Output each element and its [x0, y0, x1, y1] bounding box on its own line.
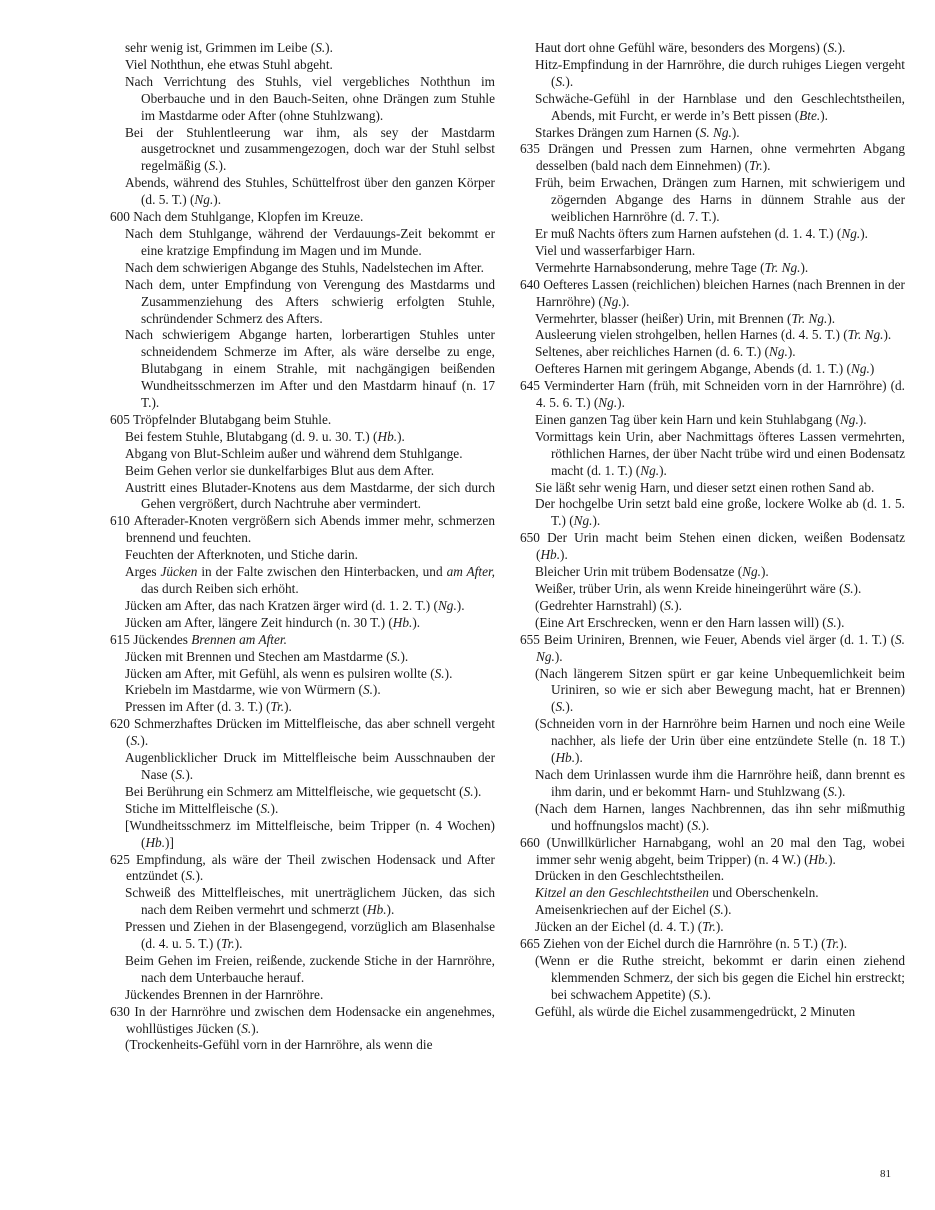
entry-text: Starkes Drängen zum Harnen (S. Ng.).: [535, 124, 740, 140]
entry: [110, 57, 495, 74]
entry-text: Jücken am After, längere Zeit hindurch (n. 30 T.) (Hb.).: [125, 614, 421, 630]
entry: [520, 175, 905, 226]
entry-text: Ameisenkriechen auf der Eichel (S.).: [535, 902, 732, 918]
entry: [110, 40, 495, 57]
entry-text: (Gedrehter Harnstrahl) (S.).: [535, 597, 682, 613]
entry-text: Nach dem schwierigen Abgange des Stuhls, Nadelstechen im After.: [125, 259, 484, 275]
entry: [520, 344, 905, 361]
entry-number: 655: [520, 631, 544, 647]
entry: [520, 716, 905, 767]
entry: [520, 632, 905, 666]
entry: [110, 632, 495, 649]
entry-number: 615: [110, 631, 134, 647]
entry-text: sehr wenig ist, Grimmen im Leibe (S.).: [125, 40, 333, 55]
entry-text: Pressen im After (d. 3. T.) (Tr.).: [125, 699, 292, 715]
entry: [520, 378, 905, 412]
entry: [110, 226, 495, 260]
entry-text: Stiche im Mittelfleische (S.).: [125, 800, 279, 816]
entry: [110, 919, 495, 953]
entry-text: Er muß Nachts öfters zum Harnen aufstehen (d. 1. 4. T.) (Ng.).: [535, 225, 868, 241]
entry-text: (Eine Art Erschrecken, wenn er den Harn lassen will) (S.).: [535, 614, 845, 630]
entry-text: Afterader-Knoten vergrößern sich Abends immer mehr, schmerzen brennend und feuchten.: [126, 513, 495, 546]
entry: [520, 496, 905, 530]
entry-text: (Schneiden vorn in der Harnröhre beim Harnen und noch eine Weile nachher, als liefe der Urin über eine entzündete Stelle (n. 18 T.) (Hb.).: [535, 716, 905, 766]
entry: [110, 598, 495, 615]
entry: [110, 649, 495, 666]
entry: [520, 868, 905, 885]
entry-text: Bei Berührung ein Schmerz am Mittelfleische, wie gequetscht (S.).: [125, 783, 482, 799]
entry-number: 650: [520, 530, 548, 546]
entry: [110, 125, 495, 176]
entry-text: Pressen und Ziehen in der Blasengegend, vorzüglich am Blasenhalse (d. 4. u. 5. T.) (Tr.).: [125, 919, 495, 952]
entry-text: Nach dem, unter Empfindung von Verengung des Mastdarms und Zusammenziehung des Afters schwierig erfolgten Stuhle, schründender Schmerz des Afters.: [125, 276, 495, 326]
entry-text: Abgang von Blut-Schleim außer und während dem Stuhlgange.: [125, 445, 463, 461]
entry-text: Nach dem Urinlassen wurde ihm die Harnröhre heiß, dann brennt es ihm darin, und er bekommt Harn- und Stuhlzwang (S.).: [535, 766, 905, 799]
entry: [110, 885, 495, 919]
entry-text: Oefteres Lassen (reichlichen) bleichen Harnes (nach Brennen in der Harnröhre) (Ng.).: [536, 276, 905, 309]
entry: [110, 463, 495, 480]
entry: [110, 615, 495, 632]
entry: [520, 361, 905, 378]
entry: [110, 699, 495, 716]
entry-text: Vormittags kein Urin, aber Nachmittags öfteres Lassen vermehrten, röthlichen Harnes, der über Nacht trübe wird und einen Bodensatz macht (d. 1. T.) (Ng.).: [535, 428, 905, 478]
entry: [520, 598, 905, 615]
entry: [520, 801, 905, 835]
entry-text: Weißer, trüber Urin, als wenn Kreide hineingerührt wäre (S.).: [535, 581, 862, 596]
entry: [110, 429, 495, 446]
entry-number: 665: [520, 936, 544, 952]
entry-text: Bei der Stuhlentleerung war ihm, als sey der Mastdarm ausgetrocknet und zusammengezogen, doch war der Stuhl selbst regelmäßig (S.).: [125, 124, 495, 174]
entry: [520, 615, 905, 632]
entry: [110, 412, 495, 429]
entry: [520, 141, 905, 175]
entry-text: Ziehen von der Eichel durch die Harnröhre (n. 5 T.) (Tr.).: [543, 936, 848, 952]
entry: [520, 919, 905, 936]
entry: [520, 91, 905, 125]
entry-text: Oefteres Harnen mit geringem Abgange, Abends (d. 1. T.) (Ng.): [535, 361, 875, 377]
entry-text: Vermehrter, blasser (heißer) Urin, mit Brennen (Tr. Ng.).: [535, 310, 836, 326]
entry: [520, 125, 905, 142]
entry-text: Seltenes, aber reichliches Harnen (d. 6. T.) (Ng.).: [535, 344, 796, 360]
left-column: [110, 40, 495, 1054]
entry-text: Gefühl, als würde die Eichel zusammengedrückt, 2 Minuten: [535, 1003, 856, 1019]
entry: [520, 40, 905, 57]
entry-text: Schweiß des Mittelfleisches, mit unerträglichem Jücken, das sich nach dem Reiben vermehrt und schmerzt (Hb.).: [125, 885, 495, 918]
entry: [110, 175, 495, 209]
entry-text: (Trockenheits-Gefühl vorn in der Harnröhre, als wenn die: [125, 1037, 433, 1053]
entry: [520, 902, 905, 919]
entry-text: Haut dort ohne Gefühl wäre, besonders des Morgens) (S.).: [535, 40, 846, 55]
entry: [520, 57, 905, 91]
entry-text: Nach Verrichtung des Stuhls, viel vergebliches Noththun im Oberbauche und in den Bauch-Seiten, ohne Drängen zum Stuhle im Mastdarme oder After (ohne Stuhlzwang).: [125, 73, 495, 123]
entry-number: 645: [520, 378, 544, 394]
entry-text: Der Urin macht beim Stehen einen dicken, weißen Bodensatz (Hb.).: [536, 530, 905, 563]
entry-text: Verminderter Harn (früh, mit Schneiden vorn in der Harnröhre) (d. 4. 5. 6. T.) (Ng.).: [536, 378, 906, 411]
entry: [520, 835, 905, 869]
entry: [520, 953, 905, 1004]
entry: [520, 936, 905, 953]
entry-text: In der Harnröhre und zwischen dem Hodensacke ein angenehmes, wohllüstiges Jücken (S.).: [126, 1003, 495, 1036]
entry: [110, 987, 495, 1004]
entry: [110, 513, 495, 547]
entry-text: Schwäche-Gefühl in der Harnblase und den Geschlechtstheilen, Abends, mit Furcht, er werde in’s Bett pissen (Bte.).: [535, 90, 905, 123]
entry: [520, 243, 905, 260]
entry-text: (Unwillkürlicher Harnabgang, wohl an 20 mal den Tag, wobei immer sehr wenig abgeht, beim Tripper) (n. 4 W.) (Hb.).: [536, 834, 905, 867]
entry: [110, 953, 495, 987]
entry-text: Augenblicklicher Druck im Mittelfleische beim Ausschnauben der Nase (S.).: [125, 750, 495, 782]
entry-text: Abends, während des Stuhles, Schüttelfrost über den ganzen Körper (d. 5. T.) (Ng.).: [125, 175, 495, 208]
entry-number: 600: [110, 209, 134, 225]
entry: [110, 74, 495, 125]
entry: [520, 530, 905, 564]
entry-number: 660: [520, 834, 547, 850]
entry-text: Früh, beim Erwachen, Drängen zum Harnen, mit schwierigem und zögernden Abgange des Harns in dünnem Strahle aus der weiblichen Harnröhre (d. 7. T.).: [535, 175, 905, 225]
entry-text: Hitz-Empfindung in der Harnröhre, die durch ruhiges Liegen vergeht (S.).: [535, 56, 905, 89]
entry: [520, 429, 905, 480]
right-column: [520, 40, 905, 1021]
entry-text: (Nach dem Harnen, langes Nachbrennen, das ihn sehr mißmuthig und hoffnungslos macht) (S.).: [535, 800, 905, 833]
entry-number: 640: [520, 276, 544, 292]
entry-text: Arges Jücken in der Falte zwischen den Hinterbacken, und am After, das durch Reiben sich erhöht.: [125, 564, 495, 596]
entry-number: 620: [110, 716, 134, 732]
entry-text: Viel und wasserfarbiger Harn.: [535, 242, 696, 258]
entry-text: Austritt eines Blutader-Knotens aus dem Mastdarme, der sich durch Gehen vergrößert, durch Nachtruhe aber vermindert.: [125, 479, 495, 512]
entry: [110, 547, 495, 564]
entry: [110, 852, 495, 886]
entry: [110, 277, 495, 328]
entry-text: Drücken in den Geschlechtstheilen.: [535, 868, 725, 884]
entry-text: Kitzel an den Geschlechtstheilen und Oberschenkeln.: [535, 885, 819, 901]
entry: [110, 446, 495, 463]
entry-text: Der hochgelbe Urin setzt bald eine große, lockere Wolke ab (d. 1. 5. T.) (Ng.).: [535, 496, 905, 529]
page-number: 81: [880, 1168, 891, 1180]
entry: [110, 260, 495, 277]
entry: [520, 327, 905, 344]
entry-text: Nach dem Stuhlgange, Klopfen im Kreuze.: [133, 209, 364, 225]
entry-text: Ausleerung vielen strohgelben, hellen Harnes (d. 4. 5. T.) (Tr. Ng.).: [535, 327, 892, 343]
entry-text: Beim Uriniren, Brennen, wie Feuer, Abends viel ärger (d. 1. T.) (S. Ng.).: [536, 631, 905, 664]
entry-text: Nach dem Stuhlgange, während der Verdauungs-Zeit bekommt er eine kratzige Empfindung im Magen und im Munde.: [125, 225, 495, 258]
entry-number: 610: [110, 513, 134, 529]
entry: [520, 1004, 905, 1021]
entry-text: Jücken mit Brennen und Stechen am Mastdarme (S.).: [125, 648, 409, 664]
entry: [110, 784, 495, 801]
entry: [110, 801, 495, 818]
entry-text: Bei festem Stuhle, Blutabgang (d. 9. u. 30. T.) (Hb.).: [125, 428, 405, 444]
entry-number: 625: [110, 851, 136, 867]
entry-text: Einen ganzen Tag über kein Harn und kein Stuhlabgang (Ng.).: [535, 411, 867, 427]
entry: [520, 311, 905, 328]
entry: [520, 480, 905, 497]
entry-text: Jücken am After, mit Gefühl, als wenn es pulsiren wollte (S.).: [125, 665, 453, 681]
entry: [520, 260, 905, 277]
entry: [520, 564, 905, 581]
entry-text: Jücken am After, das nach Kratzen ärger wird (d. 1. 2. T.) (Ng.).: [125, 597, 465, 613]
entry-number: 630: [110, 1003, 135, 1019]
entry-text: Beim Gehen im Freien, reißende, zuckende Stiche in der Harnröhre, nach dem Unterbauche herauf.: [125, 952, 495, 985]
entry-text: Schmerzhaftes Drücken im Mittelfleische, das aber schnell vergeht (S.).: [126, 716, 495, 749]
entry-number: 635: [520, 141, 549, 157]
entry-text: Feuchten der Afterknoten, und Stiche darin.: [125, 547, 359, 563]
entry-text: Beim Gehen verlor sie dunkelfarbiges Blut aus dem After.: [125, 462, 435, 478]
entry: [110, 682, 495, 699]
entry: [520, 767, 905, 801]
entry: [110, 327, 495, 412]
entry: [520, 226, 905, 243]
entry: [520, 581, 905, 598]
entry-text: Viel Noththun, ehe etwas Stuhl abgeht.: [125, 56, 333, 72]
entry: [110, 564, 495, 598]
entry: [110, 818, 495, 852]
entry-text: Jückendes Brennen am After.: [133, 631, 287, 647]
entry-text: (Nach längerem Sitzen spürt er gar keine Unbequemlichkeit beim Uriniren, so wie er sich aber Bewegung macht, hat er Brennen) (S.).: [535, 665, 905, 715]
entry-text: Nach schwierigem Abgange harten, lorberartigen Stuhles unter schneidendem Schmerze im After, als wäre derselbe zu enge, Blutabgang in einem Strahle, mit nachgängigen beißenden Wundheitsschmerzen im After und den Mastdarm hinauf (n. 17 T.).: [125, 327, 495, 411]
entry: [110, 480, 495, 514]
entry-text: Vermehrte Harnabsonderung, mehre Tage (Tr. Ng.).: [535, 259, 809, 275]
entry: [110, 1037, 495, 1054]
entry-text: Jückendes Brennen in der Harnröhre.: [125, 986, 324, 1002]
entry-text: Jücken an der Eichel (d. 4. T.) (Tr.).: [535, 919, 724, 935]
entry-text: Empfindung, als wäre der Theil zwischen Hodensack und After entzündet (S.).: [126, 851, 495, 884]
entry: [110, 209, 495, 226]
entry-text: Tröpfelnder Blutabgang beim Stuhle.: [133, 411, 332, 427]
entry: [110, 716, 495, 750]
entry: [110, 1004, 495, 1038]
entry: [110, 666, 495, 683]
entry-text: Kriebeln im Mastdarme, wie von Würmern (S.).: [125, 682, 381, 698]
entry: [520, 412, 905, 429]
entry-text: Sie läßt sehr wenig Harn, und dieser setzt einen rothen Sand ab.: [535, 479, 875, 495]
entry-number: 605: [110, 411, 134, 427]
entry: [520, 277, 905, 311]
entry-text: [Wundheitsschmerz im Mittelfleische, beim Tripper (n. 4 Wochen) (Hb.)]: [125, 817, 495, 850]
entry: [520, 885, 905, 902]
entry: [110, 750, 495, 784]
entry-text: (Wenn er die Ruthe streicht, bekommt er darin einen ziehend klemmenden Schmerz, der sich bis gegen die Eichel hin erstreckt; bei schwachem Appetite) (S.).: [535, 952, 905, 1002]
entry-text: Drängen und Pressen zum Harnen, ohne vermehrten Abgang desselben (bald nach dem Einnehmen) (Tr.).: [536, 141, 905, 174]
entry: [520, 666, 905, 717]
entry-text: Bleicher Urin mit trübem Bodensatze (Ng.).: [535, 564, 769, 580]
